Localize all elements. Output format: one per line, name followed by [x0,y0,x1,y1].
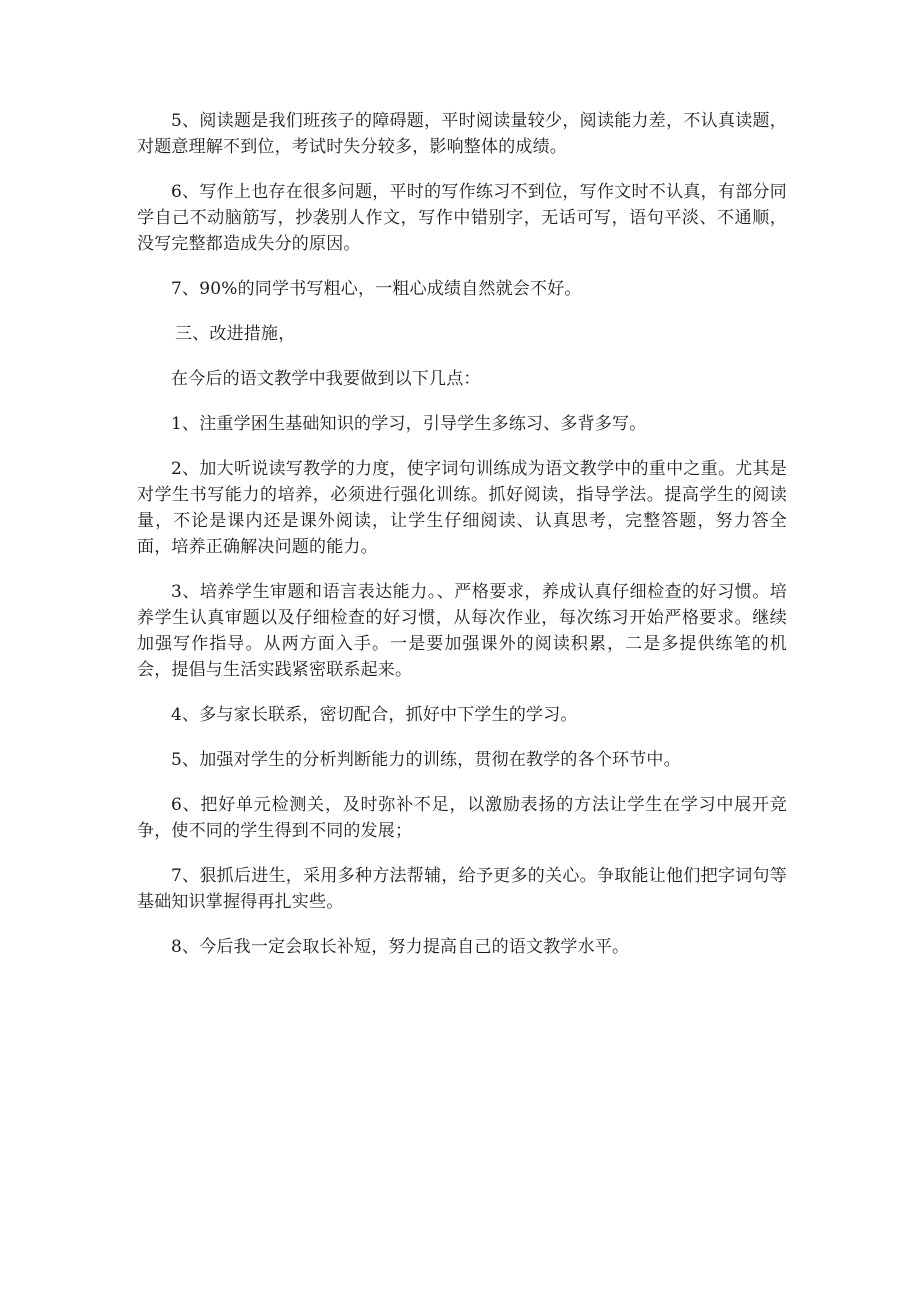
problem-paragraph-5: 5、阅读题是我们班孩子的障碍题，平时阅读量较少，阅读能力差，不认真读题，对题意理解不到位，考试时失分较多，影响整体的成绩。 [137,111,787,157]
measure-paragraph-1: 1、注重学困生基础知识的学习，引导学生多练习、多背多写。 [171,414,647,434]
problem-paragraph-6: 6、写作上也存在很多问题，平时的写作练习不到位，写作文时不认真，有部分同学自己不动脑筋写，抄袭别人作文，写作中错别字，无话可写，语句平淡、不通顺，没写完整都造成失分的原因。 [137,182,787,254]
measure-paragraph-3: 3、培养学生审题和语言表达能力。、严格要求，养成认真仔细检查的好习惯。培养学生认真审题以及仔细检查的好习惯，从每次作业，每次练习开始严格要求。继续加强写作指导。从两方面入手。一是要加强课外的阅读积累，二是多提供练笔的机会，提倡与生活实践紧密联系起来。 [137,582,787,680]
section-heading: 三、改进措施， [175,324,296,344]
section-intro: 在今后的语文教学中我要做到以下几点： [171,369,481,389]
measure-paragraph-2: 2、加大听说读写教学的力度，使字词句训练成为语文教学中的重中之重。尤其是对学生书写能力的培养，必须进行强化训练。抓好阅读，指导学法。提高学生的阅读量，不论是课内还是课外阅读，让学生仔细阅读、认真思考，完整答题，努力答全面，培养正确解决问题的能力。 [137,459,787,557]
measure-paragraph-6: 6、把好单元检测关，及时弥补不足，以激励表扬的方法让学生在学习中展开竞争，使不同的学生得到不同的发展； [137,795,787,841]
measure-paragraph-7: 7、狠抓后进生，采用多种方法帮辅，给予更多的关心。争取能让他们把字词句等基础知识掌握得再扎实些。 [137,866,787,912]
problem-paragraph-7: 7、90%的同学书写粗心，一粗心成绩自然就会不好。 [171,279,582,299]
measure-paragraph-4: 4、多与家长联系，密切配合，抓好中下学生的学习。 [171,705,578,725]
document-body [137,108,787,979]
measure-paragraph-5: 5、加强对学生的分析判断能力的训练，贯彻在教学的各个环节中。 [171,750,681,770]
measure-paragraph-8: 8、今后我一定会取长补短，努力提高自己的语文教学水平。 [171,937,630,957]
